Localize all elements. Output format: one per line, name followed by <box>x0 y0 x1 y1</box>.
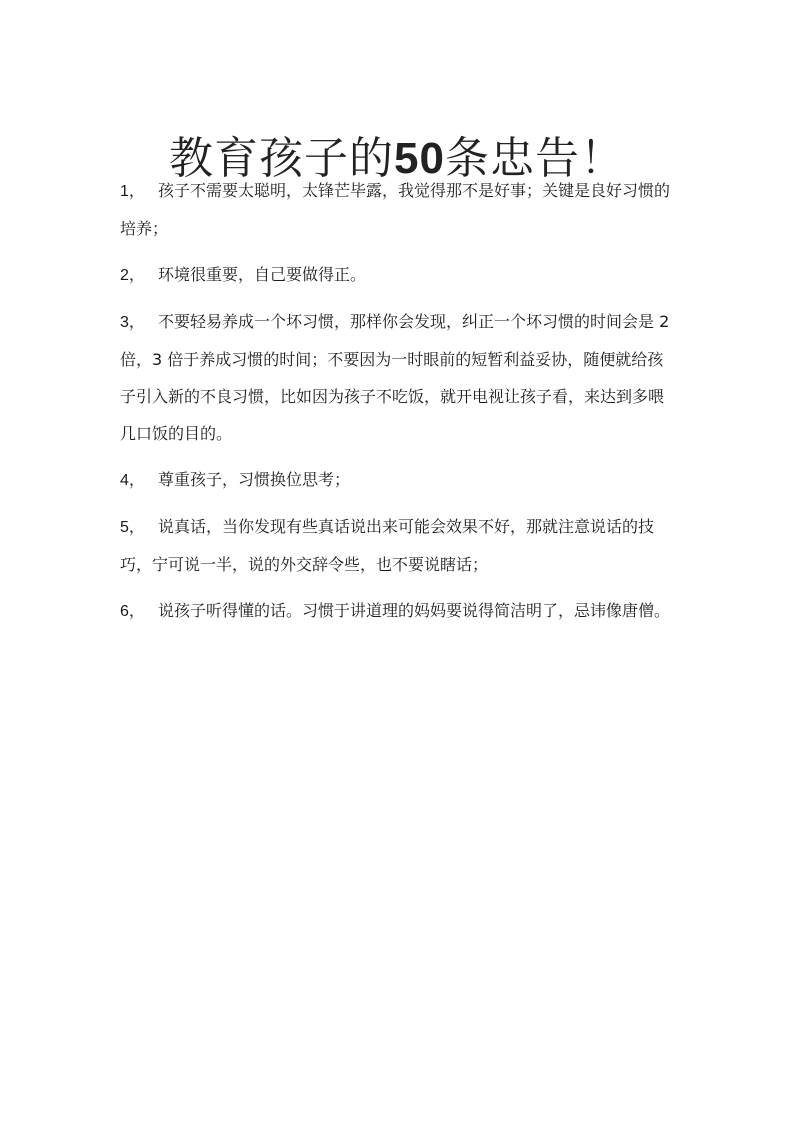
advice-index: 2， <box>120 267 145 284</box>
advice-text: 说孩子听得懂的话。习惯于讲道理的妈妈要说得简洁明了，忌讳像唐僧。 <box>158 601 671 620</box>
advice-item-2 <box>120 256 676 294</box>
advice-text: 说真话，当你发现有些真话说出来可能会效果不好，那就注意说话的技巧，宁可说一半，说的外交辞令些，也不要说瞎话； <box>120 517 655 574</box>
advice-text: 孩子不需要太聪明，太锋芒毕露，我觉得那不是好事；关键是良好习惯的培养； <box>120 181 671 238</box>
title-suffix: 条忠告！ <box>444 133 625 185</box>
advice-index: 4， <box>120 472 145 489</box>
advice-text: 不要轻易养成一个坏习惯，那样你会发现，纠正一个坏习惯的时间会是 2 倍，3 倍于养成习惯的时间；不要因为一时眼前的短暂利益妥协，随便就给孩子引入新的不良习惯，比如因为孩子不吃饭，就开电视让孩子看，来达到多喂几口饭的目的。 <box>120 312 670 443</box>
advice-index: 6， <box>120 603 145 620</box>
title-number: 50 <box>394 134 445 184</box>
advice-list <box>120 172 676 639</box>
advice-text: 环境很重要，自己要做得正。 <box>158 265 367 284</box>
advice-item-4 <box>120 461 676 499</box>
advice-item-6 <box>120 592 676 630</box>
advice-item-5 <box>120 508 676 583</box>
advice-index: 1， <box>120 183 145 200</box>
advice-item-1 <box>120 172 676 247</box>
title-prefix: 教育孩子的 <box>169 133 395 185</box>
advice-index: 3， <box>120 314 145 331</box>
advice-text: 尊重孩子，习惯换位思考； <box>158 470 351 489</box>
advice-index: 5， <box>120 519 145 536</box>
advice-item-3 <box>120 303 676 452</box>
